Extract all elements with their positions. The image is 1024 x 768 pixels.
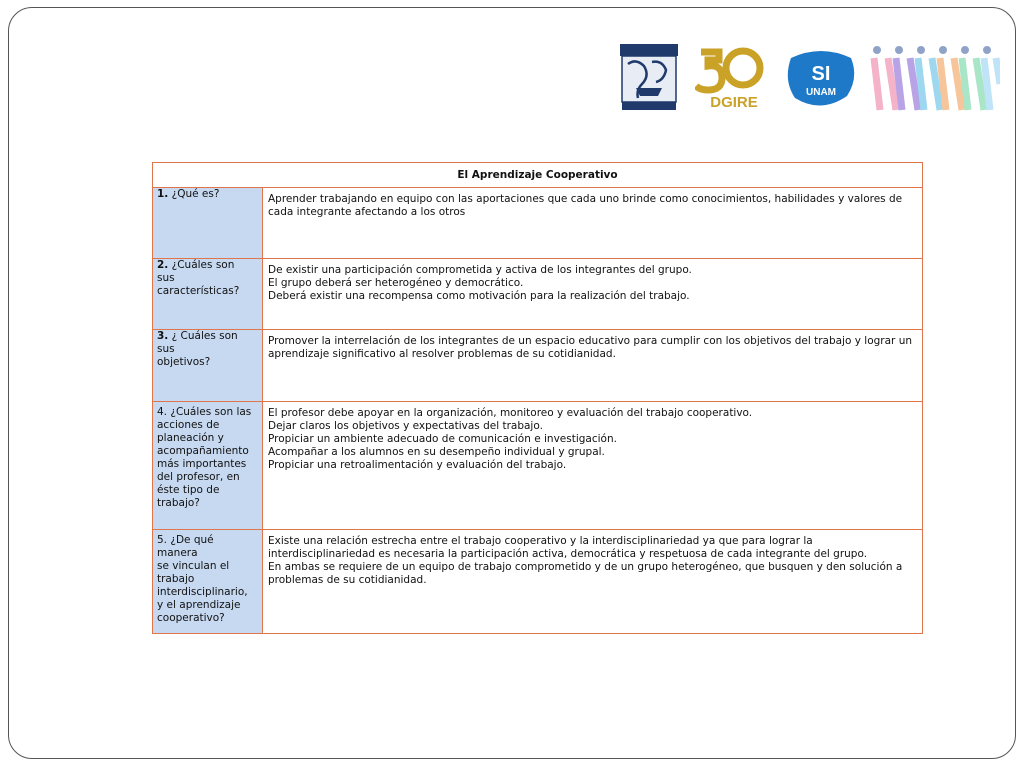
si-sub-label: UNAM (806, 87, 836, 98)
unam-seal-logo (618, 42, 680, 112)
answer-line: Deberá existir una recompensa como motivación para la realización del trabajo. (268, 290, 690, 302)
answer-cell (263, 259, 923, 330)
question-text: ¿Cuáles son las acciones de planeación y acompañamiento más importantes del profesor, en éste tipo de trabajo? (157, 406, 252, 509)
dgire-50-logo (695, 44, 773, 110)
table-row (153, 530, 923, 634)
question-number: 3. (157, 330, 169, 342)
si-unam-logo (785, 48, 857, 110)
question-cell (153, 330, 263, 402)
question-text: ¿Cuáles son sus características? (157, 259, 240, 297)
answer-line: Promover la interrelación de los integrantes de un espacio educativo para cumplir con los objetivos del trabajo y lograr un aprendizaje significativo al resolver problemas de su cotidianidad. (268, 335, 913, 360)
answer-line: De existir una participación comprometida y activa de los integrantes del grupo. (268, 264, 692, 276)
answer-line: El grupo deberá ser heterogéneo y democrático. (268, 277, 524, 289)
answer-line: Existe una relación estrecha entre el trabajo cooperativo y la interdisciplinariedad ya que para lograr la interdisciplinariedad es necesaria la participación activa, democrática y respetuosa de cada integrante del grupo. (268, 535, 868, 560)
dgire-label: DGIRE (710, 94, 758, 110)
question-cell (153, 402, 263, 530)
question-cell (153, 188, 263, 259)
answer-cell (263, 330, 923, 402)
table-row (153, 188, 923, 259)
answer-cell (263, 188, 923, 259)
si-label: SI (811, 63, 831, 85)
table-title: El Aprendizaje Cooperativo (153, 163, 923, 188)
question-number: 1. (157, 188, 169, 200)
answer-line: El profesor debe apoyar en la organización, monitoreo y evaluación del trabajo cooperativo. (268, 407, 753, 419)
answer-line: Acompañar a los alumnos en su desempeño individual y grupal. (268, 446, 605, 458)
question-cell (153, 259, 263, 330)
cooperative-learning-table (152, 162, 923, 634)
answer-line: Dejar claros los objetivos y expectativas del trabajo. (268, 420, 543, 432)
table-row (153, 330, 923, 402)
table-row (153, 259, 923, 330)
question-number: 2. (157, 259, 169, 271)
question-text: ¿ Cuáles son sus objetivos? (157, 330, 238, 368)
answer-cell (263, 402, 923, 530)
answer-line: Propiciar una retroalimentación y evaluación del trabajo. (268, 459, 567, 471)
answer-line: Propiciar un ambiente adecuado de comunicación e investigación. (268, 433, 617, 445)
stripes-decoration-logo (870, 44, 1000, 112)
question-text: ¿De qué manera se vinculan el trabajo interdisciplinario, y el aprendizaje cooperativo? (157, 534, 248, 624)
question-number: 4. (157, 406, 168, 418)
logo-bar (615, 40, 1005, 115)
answer-cell (263, 530, 923, 634)
question-number: 5. (157, 534, 168, 546)
table-row (153, 402, 923, 530)
question-text: ¿Qué es? (171, 188, 220, 200)
answer-line: Aprender trabajando en equipo con las aportaciones que cada uno brinde como conocimientos, habilidades y valores de cada integrante afectando a los otros (268, 193, 903, 218)
question-cell (153, 530, 263, 634)
answer-line: En ambas se requiere de un equipo de trabajo comprometido y de un grupo heterogéneo, que busquen y den solución a problemas de su cotidianidad. (268, 561, 903, 586)
